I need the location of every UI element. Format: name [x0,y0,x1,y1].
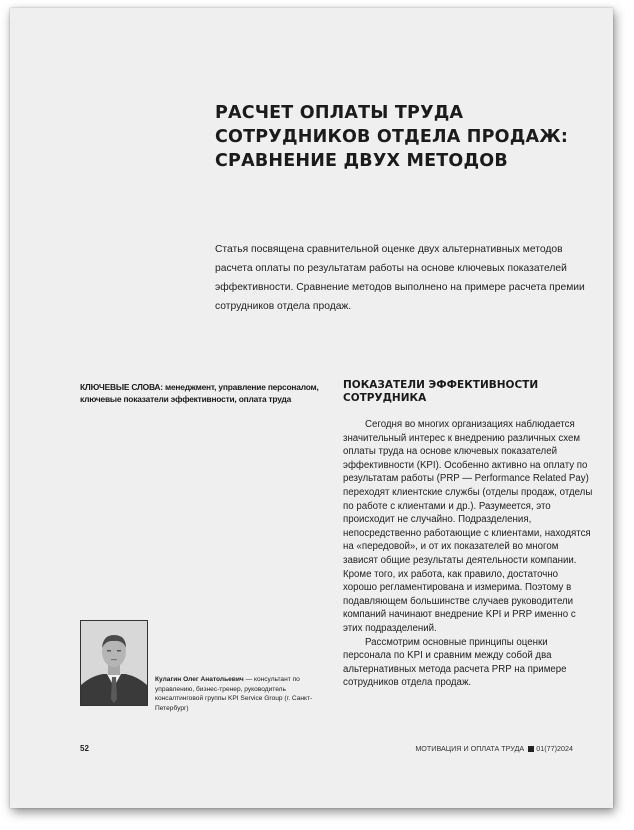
author-portrait-image [81,621,147,705]
page-number: 52 [80,744,89,753]
journal-name: МОТИВАЦИЯ И ОПЛАТА ТРУДА [415,744,525,753]
author-bio: — консультант по управлению, бизнес-тренер, руководитель консалтинговой группы KPI Service Group (г. Санкт-Петербург) [155,676,313,712]
article-lead: Статья посвящена сравнительной оценке двух альтернативных методов расчета оплаты по результатам работы на основе ключевых показателей эффективности. Сравнение методов выполнено на примере расчета премии сотрудников отдела продаж. [215,244,585,312]
article-body [343,418,593,690]
keywords: КЛЮЧЕВЫЕ СЛОВА: менеджмент, управление персоналом, ключевые показатели эффективности, оплата труда [80,382,319,404]
body-paragraph: Сегодня во многих организациях наблюдается значительный интерес к внедрению различных схем оплаты труда на основе ключевых показателей эффективности (KPI). Особенно активно на оплату по результатам работы (PRP — Performance Related Pay) переходят клиентские службы (отделы продаж, отделы по работе с клиентами и др.). Разумеется, это происходит не случайно. Подразделения, непосредственно работающие с клиентами, находятся на «передовой», и от их показателей во многом зависят общие результаты деятельности компании. Кроме того, их работа, как правило, достаточно хорошо регламентирована и измерима. Поэтому в подавляющем большинстве случаев руководители компаний начинают внедрение KPI и PRP именно с этих подразделений. [343,419,593,634]
article-title: РАСЧЕТ ОПЛАТЫ ТРУДА СОТРУДНИКОВ ОТДЕЛА ПРОДАЖ: СРАВНЕНИЕ ДВУХ МЕТОДОВ [215,103,569,171]
body-paragraph: Рассмотрим основные принципы оценки персонала по KPI и сравним между собой два альтернативных метода расчета PRP на примере сотрудников отдела продаж. [343,636,567,689]
square-bullet-icon [528,746,534,752]
issue-number: 01(77)2024 [536,744,573,753]
magazine-page [10,8,613,808]
author-info [155,675,325,713]
section-heading: ПОКАЗАТЕЛИ ЭФФЕКТИВНОСТИ СОТРУДНИКА [343,379,539,404]
author-photo [80,620,148,706]
running-footer [415,744,573,753]
author-name: Кулагин Олег Анатольевич [155,676,244,683]
